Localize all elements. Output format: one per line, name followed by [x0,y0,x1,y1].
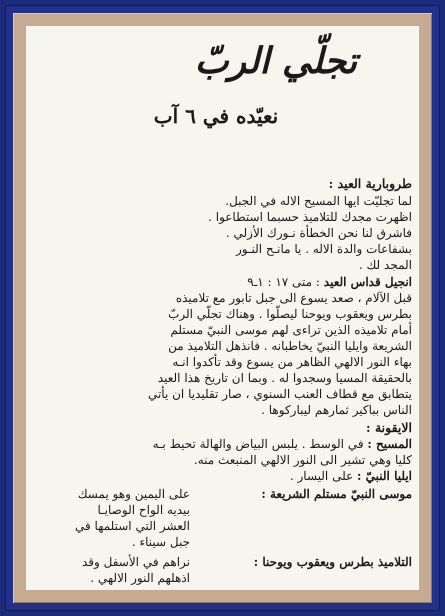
troparion-line: اظهرت مجدك للتلاميذ حسبما استطاعوا . [208,210,412,224]
gospel-reference: : متى ١٧ : ١ـ٩ [247,275,320,289]
gospel-line: الناس بباكير ثمارهم ليباركوها . [261,403,412,417]
christ-label: المسيح : [367,437,412,451]
elijah-text: على اليسار . [289,469,354,483]
moses-line: على اليمين وهو يمسك [77,487,190,501]
gospel-line: بالحقيقة المسيا وسجدوا له . وبما ان تاريخ هذا العيد [157,371,412,385]
moses-label: موسى النبيّ مستلم الشريعة : [261,487,412,501]
gospel-line: أمام تلاميذه الذين تراءى لهم موسى النبيّ مستلم [170,323,412,337]
gospel-line: الشريعة وايليا النبيّ يخاطبانه . فانذهل التلاميذ من [168,339,412,353]
gospel-line: بهاء النور الالهي الظاهر من يسوع وقد تأكدوا انـه [172,355,412,369]
christ-row [34,437,412,452]
troparion-line: فاشرق لنا نحن الخطأة نـورك الأزلي . [225,226,412,240]
moses-line: العشر التي استلمها في [74,519,190,533]
moses-line: بيديه الواح الوصايـا [97,503,190,517]
document-page [26,26,419,590]
disciples-label: التلاميذ بطرس ويعقوب ويوحنا : [253,555,412,569]
elijah-row [34,469,412,484]
moses-line: جبل سيناء . [131,535,190,549]
gospel-line: بطرس ويعقوب ويوحنا ليصلّوا . وهناك تجلّي الربّ [168,307,412,321]
feast-date: نعيّده في ٦ آب [153,104,279,128]
gospel-heading-row [34,275,412,290]
gospel-line: يتطابق مع قطاف العنب السنوي ، صار تقليديا ان يأتي [147,387,412,401]
troparion-heading: طروبارية العيد : [328,176,412,191]
disciples-line: نراهم في الأسفل وقد [81,555,190,569]
christ-text: في الوسط . يلبس البياض والهالة تحيط بـه [152,437,364,451]
disciples-line: اذهلهم النور الالهي . [90,571,190,585]
page-title: تجلّي الربّ [194,40,358,82]
christ-line: كليا وهي تشير الى النور الالهي المنبعث منه. [193,453,412,467]
gospel-heading: انجيل قداس العيد [323,275,412,289]
elijah-label: ايليا النبيّ : [357,469,412,483]
troparion-line: بشفاعات والدة الاله . يا مانـح النـور [235,242,412,256]
gospel-line: قبل الآلام ، صعد يسوع الى جبل تابور مع تلاميذه [175,291,412,305]
troparion-line: لما تجليّت ايها المسيح الاله في الجبل. [225,194,412,208]
troparion-line: المجد لك . [358,258,412,272]
icon-heading: الايقونة : [365,420,412,435]
